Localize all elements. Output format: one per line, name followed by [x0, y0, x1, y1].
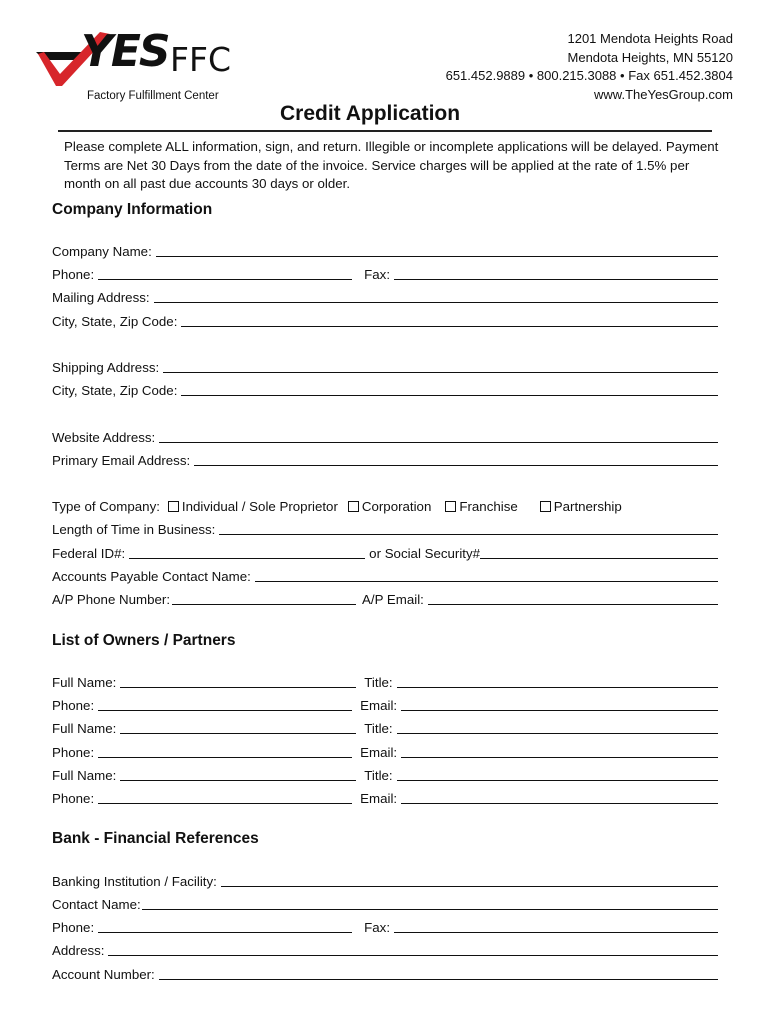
logo-ffc-text: FFC	[170, 40, 232, 79]
phone-fax-row	[52, 263, 718, 283]
company-type-row	[52, 495, 718, 515]
bank-institution-field[interactable]	[221, 886, 718, 887]
bank-address-label: Address:	[52, 943, 105, 958]
bank-contact-field[interactable]	[142, 909, 718, 910]
full-name-label: Full Name:	[52, 721, 117, 736]
fax-label: Fax:	[364, 267, 391, 282]
type-option-partnership[interactable]: Partnership	[540, 499, 622, 515]
ap-email-field[interactable]	[428, 604, 718, 605]
federal-id-label: Federal ID#:	[52, 546, 126, 561]
owner-3-contact-row	[52, 787, 718, 807]
shipping-city-state-zip-label: City, State, Zip Code:	[52, 383, 178, 398]
owner-2-contact-row	[52, 741, 718, 761]
bank-fax-label: Fax:	[364, 920, 391, 935]
company-name-row	[52, 240, 718, 260]
owner-3-name-row	[52, 764, 718, 784]
primary-email-row	[52, 449, 718, 469]
owner-1-name-row	[52, 671, 718, 691]
title-label: Title:	[364, 768, 393, 783]
mailing-address-row	[52, 286, 718, 306]
company-name-label: Company Name:	[52, 244, 152, 259]
checkbox[interactable]	[445, 501, 456, 512]
bank-contact-label: Contact Name:	[52, 897, 141, 912]
intro-paragraph: Please complete ALL information, sign, and return. Illegible or incomplete applications will be delayed. Payment Terms are Net 30 Days from the date of the invoice. Service charges will be applied at the rate of 1.5% per month on all past due accounts 30 days or older.	[64, 139, 719, 191]
bank-address-row	[52, 939, 718, 959]
address-line: Mendota Heights, MN 55120	[567, 49, 733, 65]
bank-fax-field[interactable]	[394, 932, 718, 933]
yes-ffc-logo	[34, 26, 234, 106]
company-address-block	[446, 30, 733, 104]
shipping-address-row	[52, 356, 718, 376]
logo-yes-text: YES	[81, 26, 169, 77]
bank-account-label: Account Number:	[52, 967, 155, 982]
type-option-individual[interactable]: Individual / Sole Proprietor	[168, 499, 338, 515]
shipping-city-state-zip-field[interactable]	[181, 395, 718, 396]
checkbox[interactable]	[540, 501, 551, 512]
section-heading-company: Company Information	[52, 201, 213, 218]
mailing-address-field[interactable]	[154, 302, 718, 303]
bank-institution-row	[52, 870, 718, 890]
website-field[interactable]	[159, 442, 718, 443]
bank-account-row	[52, 963, 718, 983]
address-line: 1201 Mendota Heights Road	[567, 31, 733, 46]
ap-phone-label: A/P Phone Number:	[52, 592, 171, 607]
mailing-address-label: Mailing Address:	[52, 290, 150, 305]
owner-3-phone-field[interactable]	[98, 803, 352, 804]
ap-phone-field[interactable]	[172, 604, 356, 605]
phone-label: Phone:	[52, 267, 95, 282]
title-label: Title:	[364, 721, 393, 736]
owner-2-name-row	[52, 717, 718, 737]
phone-field[interactable]	[98, 279, 352, 280]
company-name-field[interactable]	[156, 256, 718, 257]
email-label: Email:	[360, 698, 398, 713]
checkbox[interactable]	[168, 501, 179, 512]
owner-3-email-field[interactable]	[401, 803, 718, 804]
ap-contact-label: Accounts Payable Contact Name:	[52, 569, 251, 584]
bank-account-field[interactable]	[159, 979, 718, 980]
logo-tagline: Factory Fulfillment Center	[87, 90, 219, 102]
bank-contact-row	[52, 893, 718, 913]
owner-3-name-field[interactable]	[120, 780, 356, 781]
owner-2-title-field[interactable]	[397, 733, 718, 734]
shipping-address-field[interactable]	[163, 372, 718, 373]
owner-2-email-field[interactable]	[401, 757, 718, 758]
email-label: Email:	[360, 745, 398, 760]
section-heading-owners: List of Owners / Partners	[52, 632, 236, 649]
address-line: 651.452.9889 • 800.215.3088 • Fax 651.452.3804	[445, 68, 733, 83]
email-label: Email:	[360, 791, 398, 806]
owner-2-name-field[interactable]	[120, 733, 356, 734]
bank-phone-label: Phone:	[52, 920, 95, 935]
owner-3-title-field[interactable]	[397, 780, 718, 781]
length-in-business-row	[52, 518, 718, 538]
bank-phone-field[interactable]	[98, 932, 352, 933]
city-state-zip-label: City, State, Zip Code:	[52, 314, 178, 329]
checkbox[interactable]	[348, 501, 359, 512]
website-label: Website Address:	[52, 430, 156, 445]
ap-phone-email-row	[52, 588, 718, 608]
section-heading-bank: Bank - Financial References	[52, 830, 259, 847]
full-name-label: Full Name:	[52, 768, 117, 783]
address-line: www.TheYesGroup.com	[594, 86, 733, 102]
phone-label: Phone:	[52, 745, 95, 760]
website-row	[52, 426, 718, 446]
fax-field[interactable]	[394, 279, 718, 280]
owner-1-title-field[interactable]	[397, 687, 718, 688]
owner-1-phone-field[interactable]	[98, 710, 352, 711]
owner-1-name-field[interactable]	[120, 687, 356, 688]
form-title: Credit Application	[280, 102, 461, 125]
shipping-address-label: Shipping Address:	[52, 360, 160, 375]
bank-address-field[interactable]	[108, 955, 718, 956]
primary-email-field[interactable]	[194, 465, 718, 466]
owner-1-email-field[interactable]	[401, 710, 718, 711]
primary-email-label: Primary Email Address:	[52, 453, 191, 468]
phone-label: Phone:	[52, 791, 95, 806]
ap-contact-field[interactable]	[255, 581, 718, 582]
ap-contact-row	[52, 565, 718, 585]
owner-1-contact-row	[52, 694, 718, 714]
title-divider	[58, 130, 712, 132]
city-state-zip-row	[52, 310, 718, 330]
shipping-city-state-zip-row	[52, 379, 718, 399]
bank-institution-label: Banking Institution / Facility:	[52, 874, 217, 889]
city-state-zip-field[interactable]	[181, 326, 718, 327]
phone-label: Phone:	[52, 698, 95, 713]
ssn-label: or Social Security#	[369, 546, 481, 561]
company-type-label: Type of Company:	[52, 499, 160, 514]
bank-phone-fax-row	[52, 916, 718, 936]
federal-id-row	[52, 542, 718, 562]
ssn-field[interactable]	[480, 558, 718, 559]
title-label: Title:	[364, 675, 393, 690]
ap-email-label: A/P Email:	[362, 592, 424, 607]
full-name-label: Full Name:	[52, 675, 117, 690]
owner-2-phone-field[interactable]	[98, 757, 352, 758]
type-option-corporation[interactable]: Corporation	[348, 499, 431, 515]
type-option-franchise[interactable]: Franchise	[445, 499, 517, 515]
federal-id-field[interactable]	[129, 558, 365, 559]
length-in-business-field[interactable]	[219, 534, 718, 535]
length-in-business-label: Length of Time in Business:	[52, 522, 216, 537]
